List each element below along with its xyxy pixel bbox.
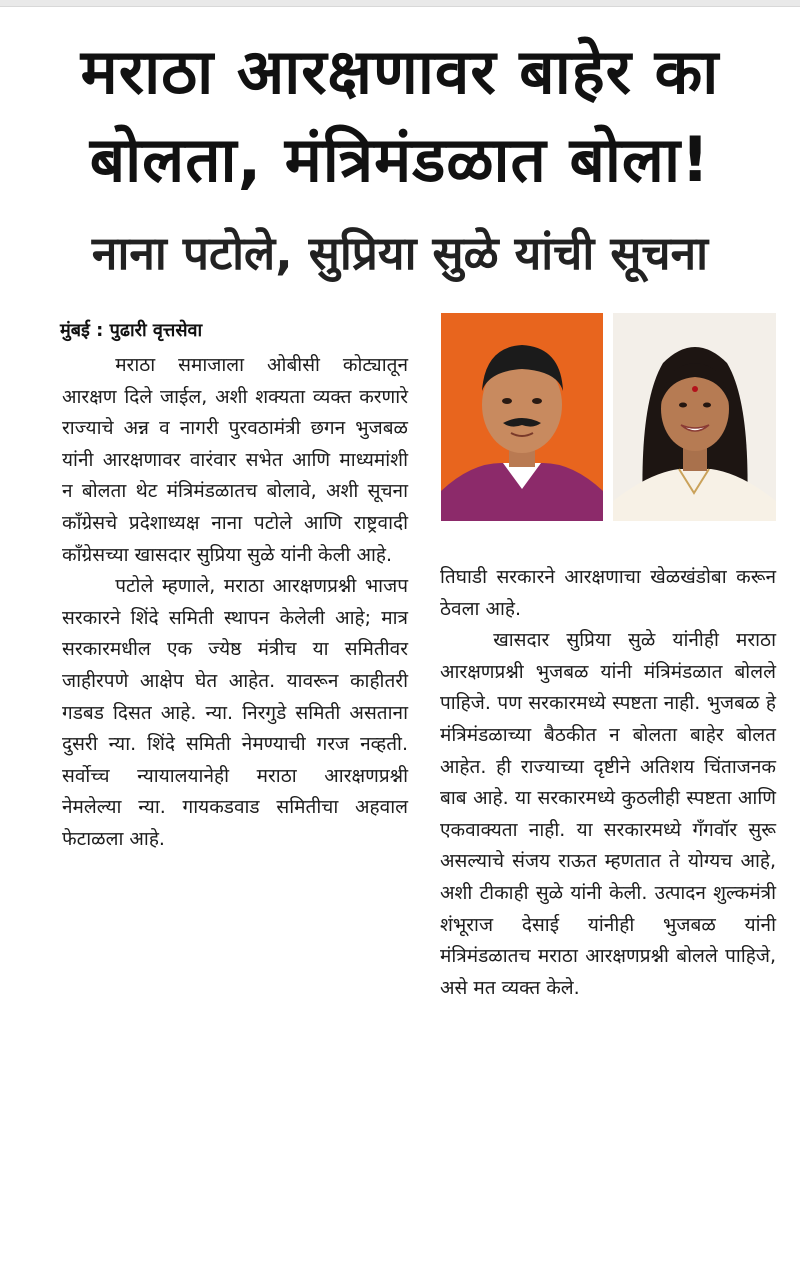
article-column-right <box>440 562 776 1004</box>
left-paragraph-2: पटोले म्हणाले, मराठा आरक्षणप्रश्नी भाजप सरकारने शिंदे समिती स्थापन केलेली आहे; मात्र सरकारमधील एक ज्येष्ठ मंत्रीच या समितीवर जाहीरपणे आक्षेप घेत आहेत. यावरून काहीतरी गडबड दिसत आहे. न्या. निरगुडे समिती असताना दुसरी न्या. शिंदे समिती नेमण्याची गरज नव्हती. सर्वोच्च न्यायालयानेही मराठा आरक्षणप्रश्नी नेमलेल्या न्या. गायकडवाड समितीचा अहवाल फेटाळला आहे. <box>62 575 408 850</box>
portrait-man-icon <box>441 313 603 521</box>
byline: मुंबई : पुढारी वृत्तसेवा <box>60 320 203 341</box>
article-column-left <box>62 350 408 856</box>
portrait-woman-icon <box>613 313 776 521</box>
subheadline: नाना पटोले, सुप्रिया सुळे यांची सूचना <box>91 226 709 280</box>
left-paragraph-1: मराठा समाजाला ओबीसी कोट्यातून आरक्षण दिले जाईल, अशी शक्यता व्यक्त करणारे राज्याचे अन्न व नागरी पुरवठामंत्री छगन भुजबळ यांनी आरक्षणावर वारंवार सभेत आणि माध्यमांशी न बोलता थेट मंत्रिमंडळातच बोलावे, अशी सूचना काँग्रेसचे प्रदेशाध्यक्ष नाना पटोले आणि राष्ट्रवादी काँग्रेसच्या खासदार सुप्रिया सुळे यांनी केली आहे. <box>62 354 408 566</box>
portrait-photo-left <box>441 313 603 521</box>
right-paragraph-1: तिघाडी सरकारने आरक्षणाचा खेळखंडोबा करून ठेवला आहे. <box>440 566 776 620</box>
portrait-photo-right <box>613 313 776 521</box>
right-paragraph-2: खासदार सुप्रिया सुळे यांनीही मराठा आरक्षणप्रश्नी भुजबळ यांनी मंत्रिमंडळात बोलले पाहिजे. पण सरकारमध्ये स्पष्टता नाही. भुजबळ हे मंत्रिमंडळाच्या बैठकीत न बोलता बाहेर बोलत आहेत. ही राज्याच्या दृष्टीने अतिशय चिंताजनक बाब आहे. या सरकारमध्ये कुठलीही स्पष्टता आणि एकवाक्यता नाही. या सरकारमध्ये गँगवॉर सुरू असल्याचे संजय राऊत म्हणतात ते योग्यच आहे, अशी टीकाही सुळे यांनी केली. उत्पादन शुल्कमंत्री शंभूराज देसाई यांनीही भुजबळ यांनी मंत्रिमंडळातच मराठा आरक्षणप्रश्नी बोलले पाहिजे, असे मत व्यक्त केले. <box>440 629 776 999</box>
top-strip <box>0 0 800 7</box>
headline-line-2: बोलता, मंत्रिमंडळात बोला! <box>89 123 711 196</box>
headline-line-1: मराठा आरक्षणावर बाहेर का <box>80 35 720 108</box>
